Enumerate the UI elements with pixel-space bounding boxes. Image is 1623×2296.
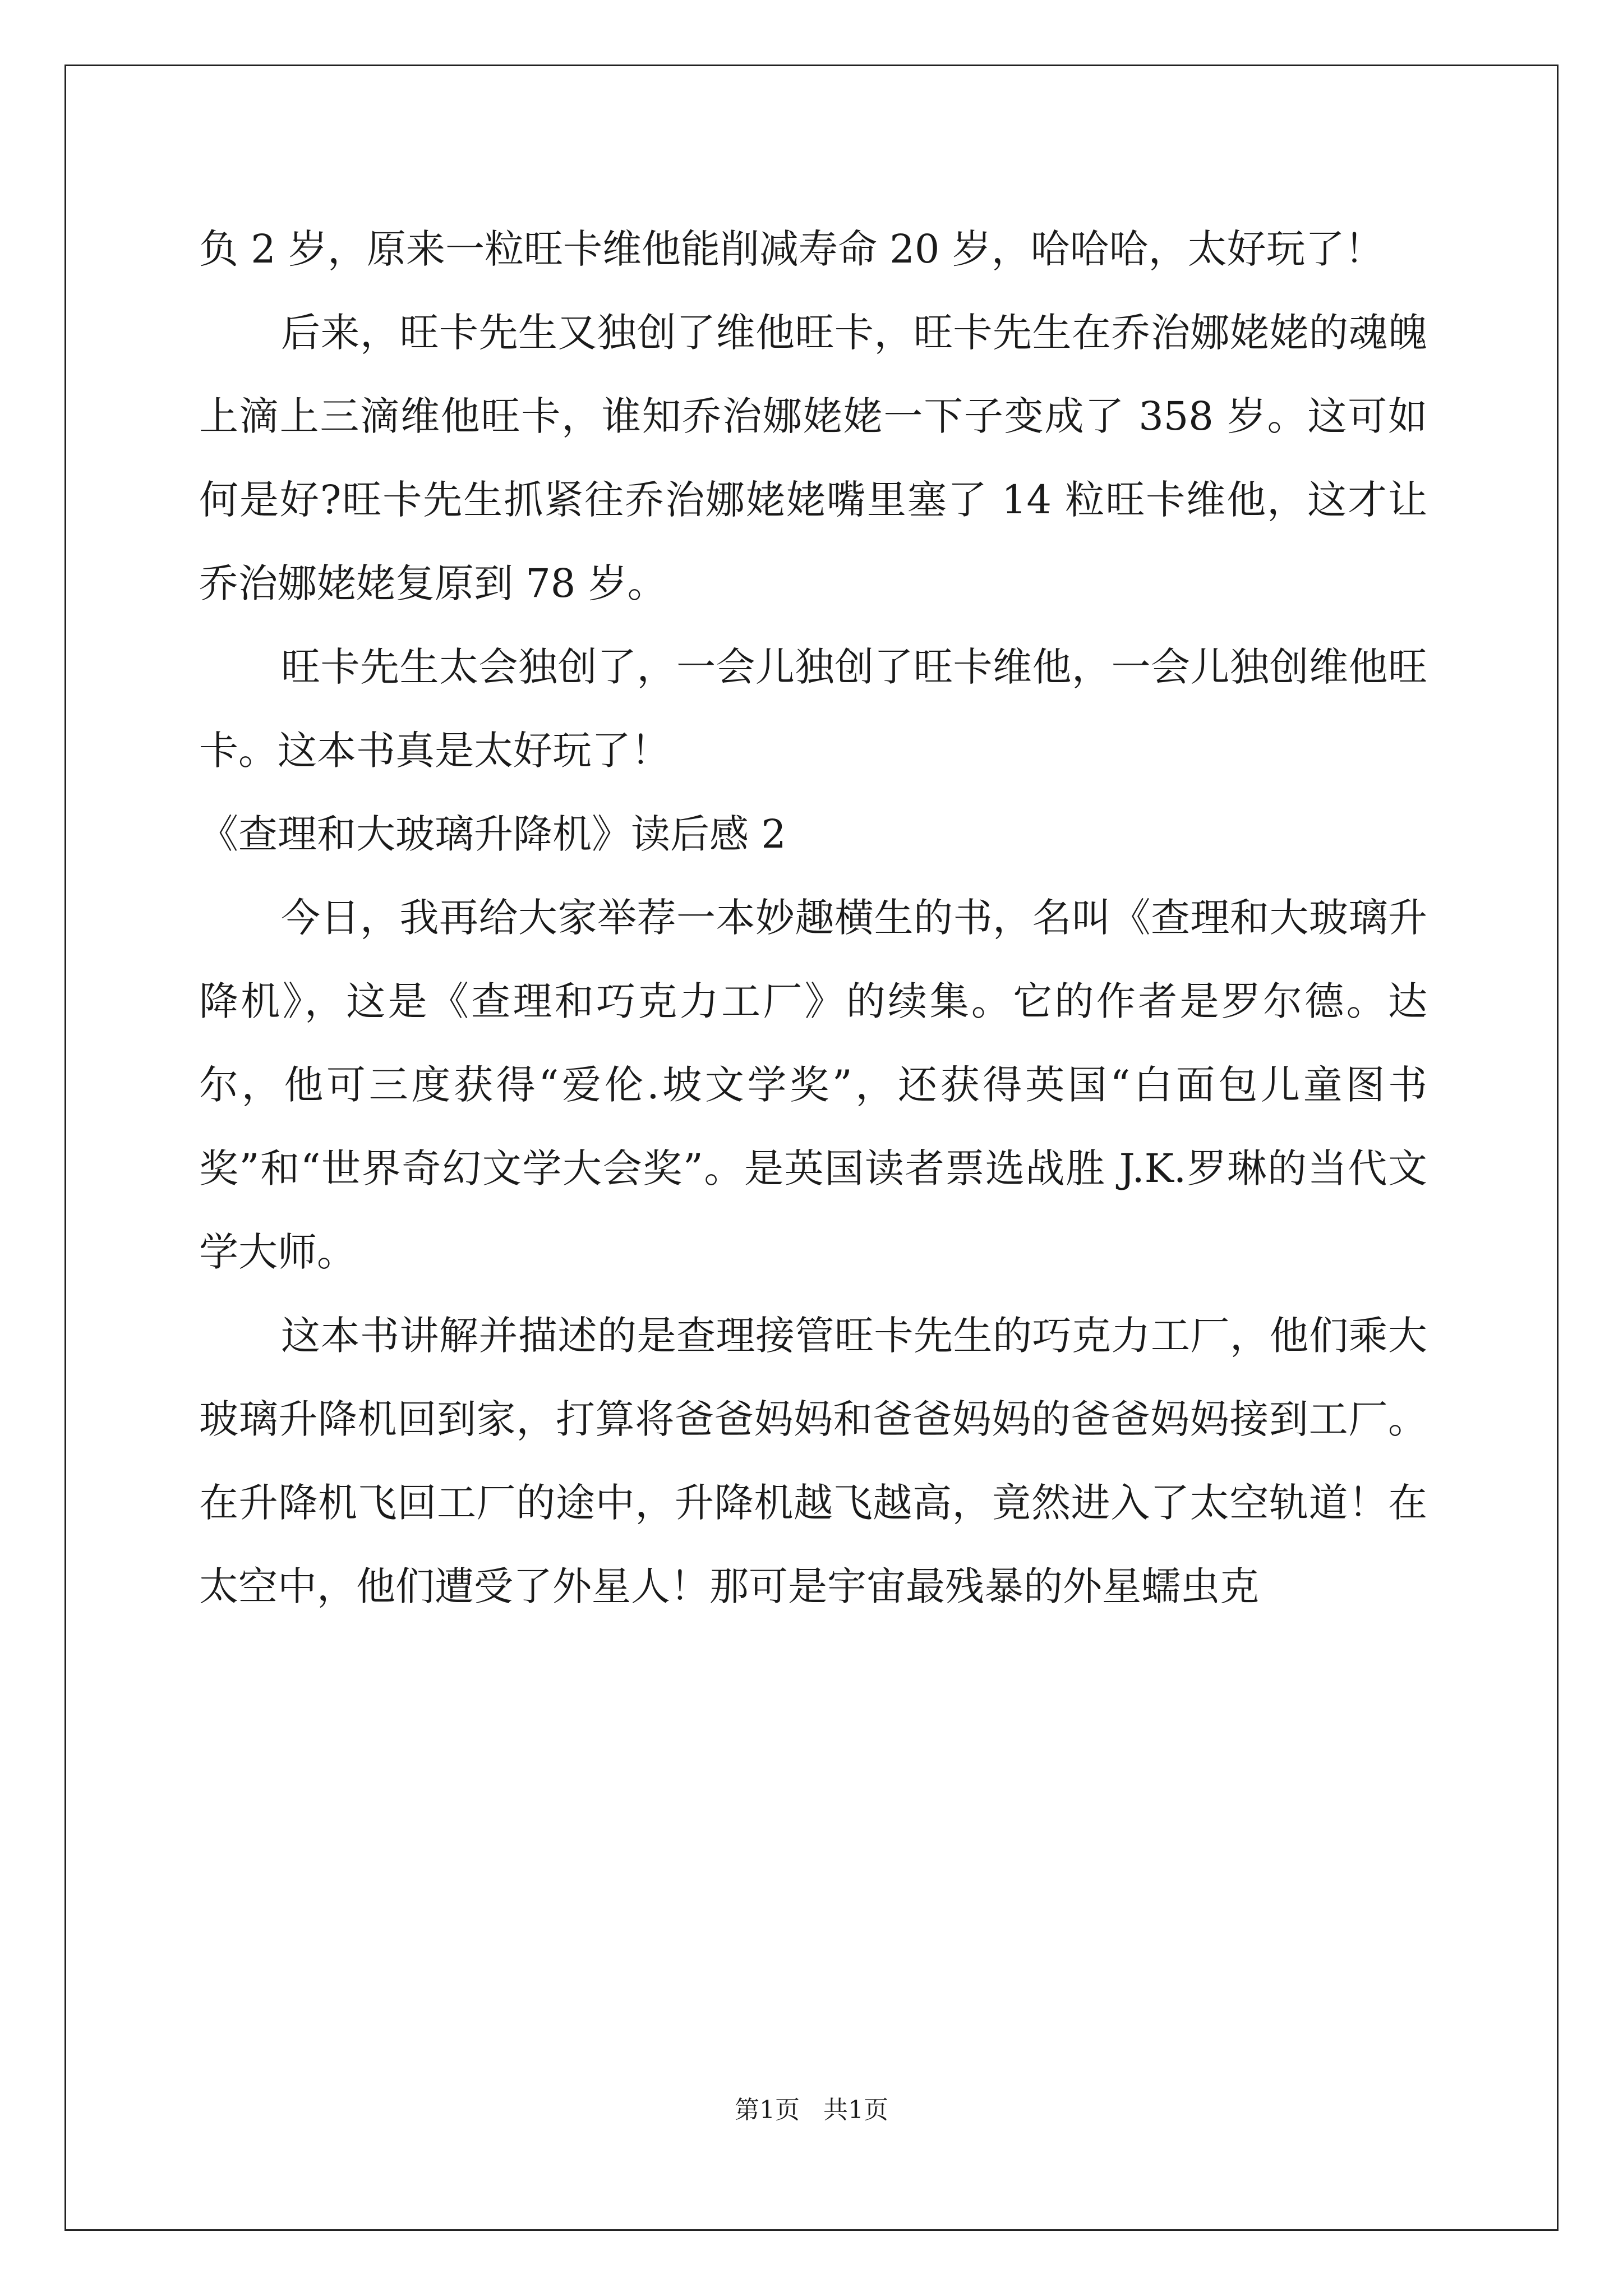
paragraph-4: 今日，我再给大家举荐一本妙趣横生的书，名叫《查理和大玻璃升降机》，这是《查理和巧克力工厂》的续集。它的作者是罗尔德。达尔，他可三度获得“爱伦.坡文学奖”，还获得英国“白面包儿童图书奖”和“世界奇幻文学大会奖”。是英国读者票选战胜 J.K.罗琳的当代文学大师。 <box>199 895 1427 1275</box>
paragraph-3: 旺卡先生太会独创了，一会儿独创了旺卡维他，一会儿独创维他旺卡。这本书真是太好玩了！ <box>199 644 1427 774</box>
document-body <box>199 208 1427 1628</box>
paragraph-5: 这本书讲解并描述的是查理接管旺卡先生的巧克力工厂，他们乘大玻璃升降机回到家，打算将爸爸妈妈和爸爸妈妈的爸爸妈妈接到工厂。在升降机飞回工厂的途中，升降机越飞越高，竟然进入了太空轨道！在太空中，他们遭受了外星人！那可是宇宙最残暴的外星蠕虫克 <box>199 1313 1427 1609</box>
page-footer: 第1页 共1页 <box>735 2096 888 2124</box>
section-heading: 《查理和大玻璃升降机》读后感 2 <box>199 811 786 857</box>
paragraph-2: 后来，旺卡先生又独创了维他旺卡，旺卡先生在乔治娜姥姥的魂魄上滴上三滴维他旺卡，谁知乔治娜姥姥一下子变成了 358 岁。这可如何是好?旺卡先生抓紧往乔治娜姥姥嘴里塞了 14 粒旺卡维他，这才让乔治娜姥姥复原到 78 岁。 <box>199 310 1427 606</box>
paragraph-1: 负 2 岁，原来一粒旺卡维他能削减寿命 20 岁，哈哈哈，太好玩了！ <box>199 226 1384 272</box>
